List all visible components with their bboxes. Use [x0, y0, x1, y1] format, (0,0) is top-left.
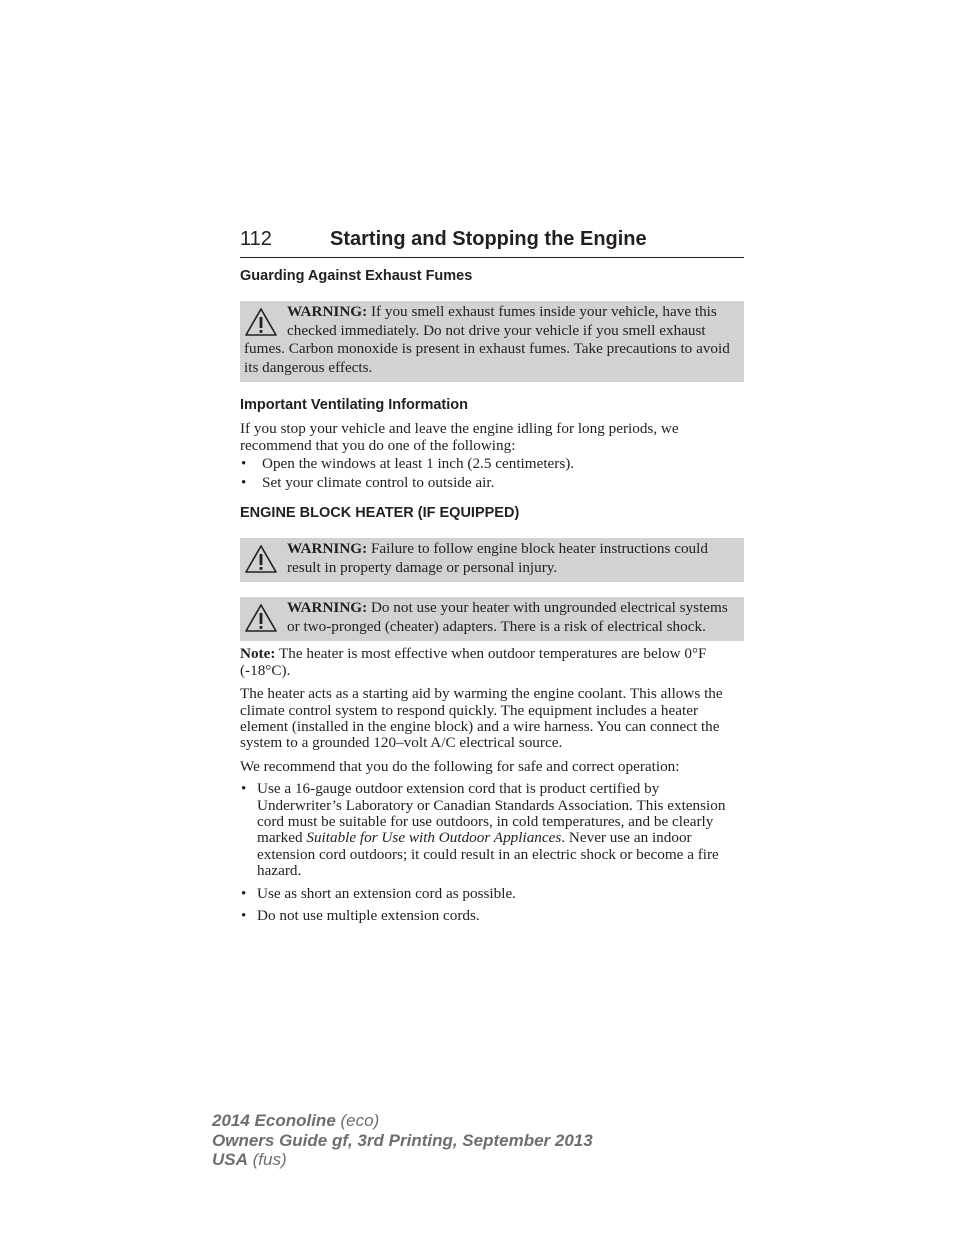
warning-text: Do not use your heater with ungrounded electrical systems or two-pronged (cheater) adapters. There is a risk of electrical shock.: [287, 599, 728, 635]
note-text: The heater is most effective when outdoor temperatures are below 0°F (-18°C).: [240, 645, 707, 679]
warning-label: WARNING:: [287, 303, 368, 320]
footer-line-region: [212, 1150, 593, 1170]
footer-model: 2014 Econoline: [212, 1111, 336, 1130]
list-item: • Use as short an extension cord as possible.: [240, 886, 744, 902]
warning-label: WARNING:: [287, 599, 368, 617]
footer-region-code: (fus): [247, 1150, 287, 1169]
page-header: [240, 228, 744, 258]
list-item: • Open the windows at least 1 inch (2.5 centimeters).: [240, 456, 744, 472]
note-label: Note:: [240, 645, 276, 663]
warning-text: If you smell exhaust fumes inside your vehicle, have this checked immediately. Do not drive your vehicle if you smell exhaust fumes. Carbon monoxide is present in exhaust fumes. Take precautions to avoid its dangerous effects.: [244, 303, 730, 376]
warning-triangle-icon: [244, 544, 278, 574]
warning-box-heater-instructions: [240, 538, 744, 582]
recommendation-list: [240, 781, 744, 924]
list-item-text: Use a 16-gauge outdoor extension cord that is product certified by Underwriter’s Laboratory or Canadian Standards Association. This extension cord must be suitable for use outdoors, in cold temperatures, and be clearly marked: [257, 780, 726, 847]
list-item: • Do not use multiple extension cords.: [240, 908, 744, 924]
heater-description: The heater acts as a starting aid by warming the engine coolant. This allows the climate control system to respond quickly. The equipment includes a heater element (installed in the engine block) and a wire harness. You can connect the system to a grounded 120–volt A/C electrical source.: [240, 685, 723, 752]
manual-page: [240, 228, 744, 924]
warning-box-ungrounded: [240, 597, 744, 641]
footer-line-edition: [212, 1131, 593, 1151]
recommendation-intro: We recommend that you do the following for safe and correct operation:: [240, 757, 680, 775]
warning-box-exhaust: [240, 301, 744, 382]
chapter-title: Starting and Stopping the Engine: [330, 228, 647, 250]
footer-edition: Owners Guide gf, 3rd Printing, September 2013: [212, 1130, 593, 1150]
warning-label: WARNING:: [287, 540, 368, 557]
warning-text: Failure to follow engine block heater instructions could result in property damage or personal injury.: [287, 540, 708, 576]
footer-line-model: [212, 1111, 593, 1131]
list-item: [240, 781, 744, 879]
ventilating-intro: If you stop your vehicle and leave the engine idling for long periods, we recommend that you do one of the following:: [240, 420, 679, 454]
section-heading-ventilating: Important Ventilating Information: [240, 397, 468, 414]
note-paragraph: [240, 646, 744, 679]
page-footer: [212, 1111, 593, 1170]
ventilating-list: [240, 456, 744, 491]
warning-triangle-icon: [244, 307, 278, 337]
footer-region: USA: [212, 1150, 248, 1169]
footer-model-code: (eco): [335, 1111, 380, 1130]
list-item-text: . Never use an indoor extension cord outdoors; it could result in an electric shock or become a fire hazard.: [257, 829, 719, 880]
list-item-italic: Suitable for Use with Outdoor Appliances: [306, 829, 562, 847]
list-item: • Set your climate control to outside air.: [240, 475, 744, 491]
warning-triangle-icon: [244, 603, 278, 633]
section-heading-block-heater: ENGINE BLOCK HEATER (IF EQUIPPED): [240, 505, 520, 521]
section-heading-exhaust: Guarding Against Exhaust Fumes: [240, 268, 473, 284]
page-number: 112: [240, 228, 272, 250]
